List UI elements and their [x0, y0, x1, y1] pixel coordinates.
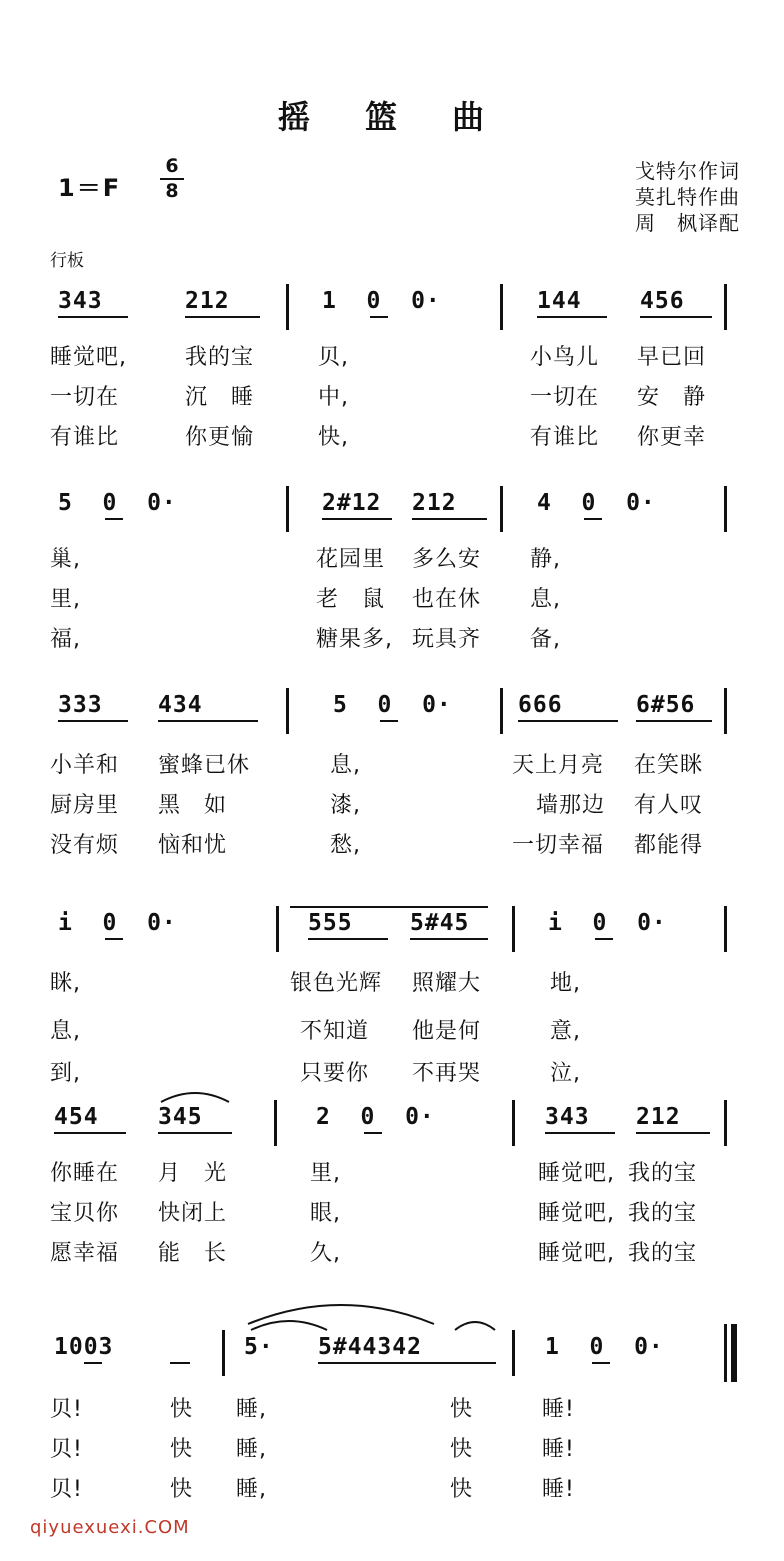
lyric: 宝贝你 — [50, 1201, 120, 1226]
barline — [512, 1330, 515, 1376]
beam — [58, 316, 128, 318]
lyric: 备, — [530, 627, 561, 652]
lyric: 你更愉 — [185, 425, 255, 450]
note-group: 1003 — [54, 1334, 114, 1360]
note-group: i 0 0· — [548, 910, 667, 936]
barline — [276, 906, 279, 952]
lyric: 我的宝 — [185, 345, 255, 370]
lyric: 快 — [170, 1437, 194, 1462]
meter-top: 6 — [165, 155, 179, 177]
lyric: 睡觉吧, — [50, 345, 127, 370]
beam — [308, 938, 388, 940]
lyric: 恼和忧 — [158, 833, 228, 858]
lyric: 多么安 — [412, 547, 482, 572]
lyric: 睡觉吧, — [538, 1161, 615, 1186]
lyric: 只要你 — [300, 1061, 370, 1086]
lyric: 有人叹 — [634, 793, 704, 818]
beam — [595, 938, 613, 940]
beam — [545, 1132, 615, 1134]
time-signature — [160, 156, 184, 202]
barline — [500, 688, 503, 734]
notes-row-4 — [0, 906, 784, 948]
lyric: 贝! — [50, 1397, 83, 1422]
lyric: 他是何 — [412, 1019, 482, 1044]
beam — [584, 518, 602, 520]
note-group: 2 0 0· — [316, 1104, 435, 1130]
lyric: 银色光辉 — [290, 971, 383, 996]
note-group: 212 — [412, 490, 457, 516]
note-group: i 0 0· — [58, 910, 177, 936]
lyric: 睡觉吧, — [538, 1201, 615, 1226]
note-group: 666 — [518, 692, 563, 718]
lyric: 能 长 — [158, 1241, 228, 1266]
lyric: 早已回 — [637, 345, 707, 370]
song-title: 摇 篮 曲 — [277, 98, 507, 136]
lyric: 久, — [310, 1241, 341, 1266]
lyric: 天上月亮 — [512, 753, 605, 778]
barline — [500, 284, 503, 330]
note-group: 343 — [58, 288, 103, 314]
note-group: 456 — [640, 288, 685, 314]
beam — [170, 1362, 190, 1364]
lyric: 照耀大 — [412, 971, 482, 996]
meter-bottom: 8 — [165, 180, 179, 202]
note-group: 5· — [244, 1334, 274, 1360]
lyric: 睡觉吧, — [538, 1241, 615, 1266]
note-group: 555 — [308, 910, 353, 936]
lyric: 小羊和 — [50, 753, 120, 778]
beam — [412, 518, 487, 520]
beam — [105, 518, 123, 520]
lyric: 睡! — [542, 1397, 575, 1422]
lyric: 不再哭 — [412, 1061, 482, 1086]
lyric: 没有烦 — [50, 833, 120, 858]
lyric: 福, — [50, 627, 81, 652]
beam — [370, 316, 388, 318]
lyric: 睡, — [236, 1437, 267, 1462]
note-group: 6#56 — [636, 692, 696, 718]
lyric: 贝! — [50, 1437, 83, 1462]
lyricist-credit: 戈特尔作词 — [635, 159, 740, 183]
lyric: 愁, — [330, 833, 361, 858]
lyric: 快, — [318, 425, 349, 450]
barline — [286, 284, 289, 330]
translator-credit: 周 枫译配 — [635, 211, 740, 235]
lyric: 厨房里 — [50, 793, 120, 818]
note-group: 212 — [636, 1104, 681, 1130]
barline — [286, 688, 289, 734]
note-group: 5 0 0· — [333, 692, 452, 718]
beam — [364, 1132, 382, 1134]
notes-row-5 — [0, 1100, 784, 1142]
beam — [54, 1132, 126, 1134]
lyric: 贝, — [318, 345, 349, 370]
note-group: 5#45 — [410, 910, 470, 936]
barline — [724, 486, 727, 532]
lyric: 漆, — [330, 793, 361, 818]
barline — [724, 688, 727, 734]
lyric: 黑 如 — [158, 793, 228, 818]
note-group: 333 — [58, 692, 103, 718]
lyric: 月 光 — [158, 1161, 228, 1186]
lyric: 有谁比 — [50, 425, 120, 450]
composer-credit: 莫扎特作曲 — [635, 185, 740, 209]
lyric: 巢, — [50, 547, 81, 572]
barline — [512, 906, 515, 952]
lyric: 息, — [50, 1019, 81, 1044]
lyric: 地, — [550, 971, 581, 996]
lyric: 都能得 — [634, 833, 704, 858]
lyric: 你睡在 — [50, 1161, 120, 1186]
lyric: 快 — [170, 1477, 194, 1502]
notes-row-2 — [0, 486, 784, 528]
lyric: 我的宝 — [628, 1161, 698, 1186]
barline — [500, 486, 503, 532]
lyric: 愿幸福 — [50, 1241, 120, 1266]
final-barline-thin — [724, 1324, 727, 1382]
lyric: 贝! — [50, 1477, 83, 1502]
beam-top — [290, 906, 488, 908]
barline — [286, 486, 289, 532]
lyric: 睡, — [236, 1397, 267, 1422]
beam — [640, 316, 712, 318]
lyric: 睡, — [236, 1477, 267, 1502]
note-group: 345 — [158, 1104, 203, 1130]
lyric: 老 鼠 — [316, 587, 386, 612]
site-watermark: qiyuexuexi.COM — [30, 1517, 190, 1538]
notes-row-3 — [0, 688, 784, 730]
beam — [537, 316, 607, 318]
barline — [724, 906, 727, 952]
lyric: 快 — [450, 1477, 474, 1502]
lyric: 里, — [310, 1161, 341, 1186]
note-group: 5 0 0· — [58, 490, 177, 516]
note-group: 343 — [545, 1104, 590, 1130]
note-group: 454 — [54, 1104, 99, 1130]
lyric: 沉 睡 — [185, 385, 255, 410]
lyric: 一切在 — [50, 385, 120, 410]
beam — [105, 938, 123, 940]
note-group: 1 0 0· — [322, 288, 441, 314]
lyric: 不知道 — [300, 1019, 370, 1044]
lyric: 我的宝 — [628, 1241, 698, 1266]
lyric: 我的宝 — [628, 1201, 698, 1226]
lyric: 眼, — [310, 1201, 341, 1226]
lyric: 睡! — [542, 1437, 575, 1462]
lyric: 快 — [450, 1437, 474, 1462]
note-group: 4 0 0· — [537, 490, 656, 516]
beam — [592, 1362, 610, 1364]
lyric: 有谁比 — [530, 425, 600, 450]
lyric: 中, — [318, 385, 349, 410]
lyric: 糖果多, — [316, 627, 393, 652]
lyric: 你更幸 — [637, 425, 707, 450]
note-group: 1 0 0· — [545, 1334, 664, 1360]
lyric: 静, — [530, 547, 561, 572]
lyric: 花园里 — [316, 547, 386, 572]
note-group: 144 — [537, 288, 582, 314]
key-signature: 1＝F — [58, 174, 122, 202]
beam — [158, 720, 258, 722]
barline — [222, 1330, 225, 1376]
lyric: 快闭上 — [158, 1201, 228, 1226]
lyric: 快 — [450, 1397, 474, 1422]
lyric: 蜜蜂已休 — [158, 753, 251, 778]
beam — [185, 316, 260, 318]
notes-row-6 — [0, 1330, 784, 1372]
credits — [635, 158, 740, 236]
lyric: 玩具齐 — [412, 627, 482, 652]
beam — [636, 1132, 710, 1134]
final-barline-thick — [731, 1324, 737, 1382]
beam — [84, 1362, 102, 1364]
beam — [58, 720, 128, 722]
barline — [724, 284, 727, 330]
lyric: 泣, — [550, 1061, 581, 1086]
note-group: 434 — [158, 692, 203, 718]
note-group: 212 — [185, 288, 230, 314]
beam — [410, 938, 488, 940]
lyric: 意, — [550, 1019, 581, 1044]
lyric: 一切幸福 — [512, 833, 605, 858]
notes-row-1 — [0, 284, 784, 326]
tempo-marking: 行板 — [50, 251, 84, 271]
lyric: 在笑眯 — [634, 753, 704, 778]
barline — [274, 1100, 277, 1146]
note-group: 5#44342 — [318, 1334, 422, 1360]
beam — [318, 1362, 496, 1364]
beam — [158, 1132, 232, 1134]
lyric: 睡! — [542, 1477, 575, 1502]
beam — [518, 720, 618, 722]
note-group: 2#12 — [322, 490, 382, 516]
beam — [380, 720, 398, 722]
lyric: 安 静 — [637, 385, 707, 410]
lyric: 一切在 — [530, 385, 600, 410]
lyric: 眯, — [50, 971, 81, 996]
lyric: 里, — [50, 587, 81, 612]
lyric: 快 — [170, 1397, 194, 1422]
barline — [724, 1100, 727, 1146]
barline — [512, 1100, 515, 1146]
beam — [636, 720, 712, 722]
lyric: 也在休 — [412, 587, 482, 612]
lyric: 息, — [530, 587, 561, 612]
lyric: 息, — [330, 753, 361, 778]
lyric: 墙那边 — [536, 793, 606, 818]
lyric: 到, — [50, 1061, 81, 1086]
lyric: 小鸟儿 — [530, 345, 600, 370]
beam — [322, 518, 392, 520]
